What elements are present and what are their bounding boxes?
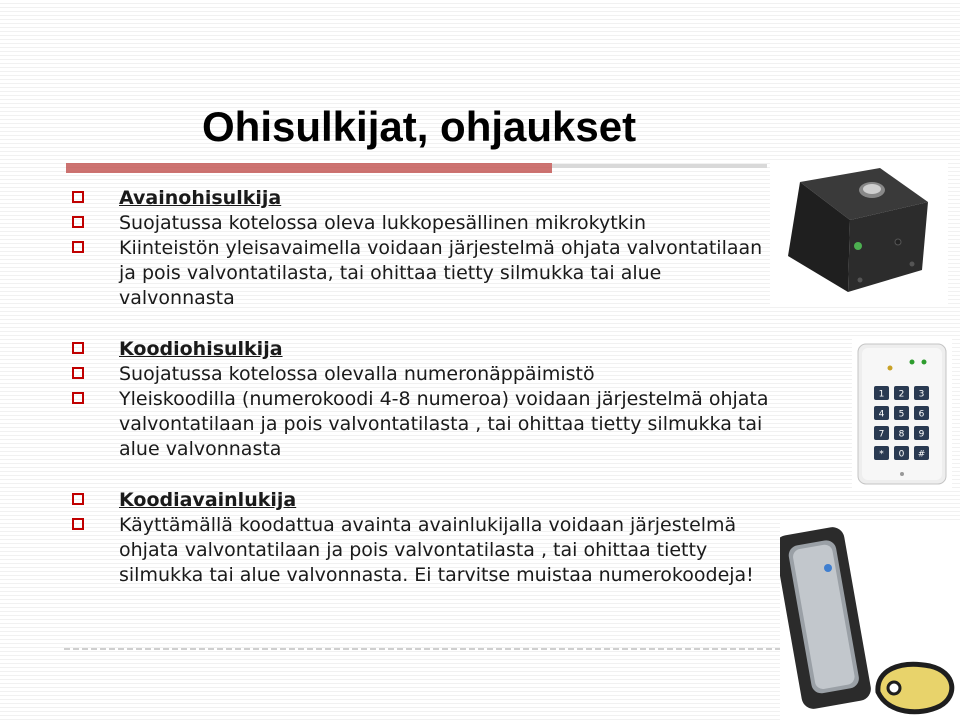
- key-fob-image: [878, 664, 952, 711]
- list-item-text: Yleiskoodilla (numerokoodi 4-8 numeroa) voidaan järjestelmä ohjata valvontatilaan ja pois valvontatilasta , tai ohittaa tietty silmukka tai alue valvonnasta: [119, 388, 769, 460]
- checkbox-bullet-icon: [72, 518, 84, 530]
- bullet-list: [72, 186, 772, 588]
- checkbox-bullet-icon: [72, 392, 84, 404]
- title-underline-extension: [552, 164, 767, 168]
- list-item-text: Suojatussa kotelossa olevalla numeronäppäimistö: [119, 363, 595, 385]
- list-item-heading: [72, 186, 772, 211]
- list-item-heading: [72, 337, 772, 362]
- keypad-key-label: 4: [878, 409, 885, 420]
- keypad-key-label: *: [879, 449, 884, 460]
- section-heading-koodiohisulkija: Koodiohisulkija: [119, 338, 283, 360]
- keypad-key-label: 9: [918, 429, 925, 440]
- keypad-key-label: 6: [918, 409, 925, 420]
- section-heading-avainohisulkija: Avainohisulkija: [119, 187, 282, 209]
- key-switch-image: [770, 160, 948, 306]
- keypad-key-label: 7: [878, 429, 885, 440]
- card-reader-image: [780, 520, 960, 720]
- checkbox-bullet-icon: [72, 216, 84, 228]
- keypad-image: [852, 338, 952, 488]
- list-item: [72, 362, 772, 387]
- footer-divider: [64, 648, 784, 650]
- keypad-key-label: 8: [898, 429, 905, 440]
- list-item-text: Käyttämällä koodattua avainta avainlukijalla voidaan järjestelmä ohjata valvontatilaan ja pois valvontatilasta , tai ohittaa tietty silmukka tai alue valvonnasta. Ei tarvitse muistaa numerokoodeja!: [119, 514, 754, 586]
- checkbox-bullet-icon: [72, 342, 84, 354]
- keypad-key-label: 5: [898, 409, 905, 420]
- list-item-heading: [72, 488, 772, 513]
- keypad-key-label: 2: [898, 389, 905, 400]
- list-item: [72, 211, 772, 236]
- list-item-text: Suojatussa kotelossa oleva lukkopesällinen mikrokytkin: [119, 212, 646, 234]
- checkbox-bullet-icon: [72, 191, 84, 203]
- checkbox-bullet-icon: [72, 367, 84, 379]
- checkbox-bullet-icon: [72, 493, 84, 505]
- section-heading-koodiavainlukija: Koodiavainlukija: [119, 489, 297, 511]
- checkbox-bullet-icon: [72, 241, 84, 253]
- list-item: [72, 236, 772, 311]
- keypad-key-label: 3: [918, 389, 925, 400]
- list-item-text: Kiinteistön yleisavaimella voidaan järjestelmä ohjata valvontatilaan ja pois valvontatilasta, tai ohittaa tietty silmukka tai alue valvonnasta: [119, 237, 763, 309]
- keypad-key-label: 1: [878, 389, 885, 400]
- slide-title: Ohisulkijat, ohjaukset: [202, 103, 637, 150]
- title-underline: [66, 163, 552, 173]
- list-item: [72, 387, 772, 462]
- list-item: [72, 513, 772, 588]
- keypad-key-label: #: [917, 449, 926, 460]
- keypad-key-label: 0: [898, 449, 905, 460]
